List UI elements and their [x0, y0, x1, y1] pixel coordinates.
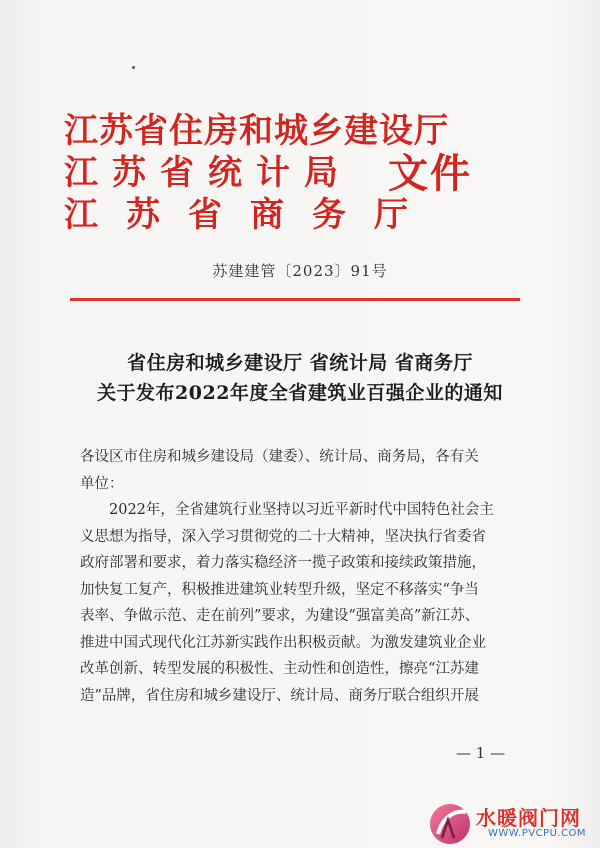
body-line: 政府部署和要求，着力落实稳经济一揽子政策和接续政策措施， [80, 555, 486, 571]
issuer-line-1 [64, 110, 544, 152]
issuer-commerce-department: 江苏省商务厅 [64, 195, 436, 235]
body-line: 加快复工复产，积极推进建筑业转型升级，坚定不移落实“争当 [80, 581, 479, 598]
notice-title [0, 348, 600, 408]
body-line: 推进中国式现代化江苏新实践作出积极贡献。为激发建筑业企业 [80, 634, 486, 651]
title-line-1: 省住房和城乡建设厅 省统计局 省商务厅 [127, 352, 473, 374]
issuer-block [64, 110, 544, 236]
body-line: 表率、争做示范、走在前列”要求，为建设“强富美高”新江苏、 [80, 608, 480, 624]
body-line: 义思想为指导，深入学习贯彻党的二十大精神，坚决执行省委省 [80, 528, 486, 545]
scan-speck [132, 66, 135, 69]
body-line: 2022年，全省建筑行业坚持以习近平新时代中国特色社会主 [109, 502, 494, 518]
issuer-housing-department: 江苏省住房和城乡建设厅 [64, 111, 449, 151]
issuer-line-2 [64, 152, 544, 194]
notice-body [80, 444, 520, 709]
site-watermark [424, 800, 600, 848]
document-number: 苏建建管〔2023〕91号 [212, 262, 388, 280]
salutation-line-2: 单位： [80, 475, 124, 492]
document-type-label: 文件 [388, 150, 472, 197]
salutation-line-1: 各设区市住房和城乡建设局（建委）、统计局、商务局，各有关 [80, 449, 479, 465]
title-line-2: 关于发布2022年度全省建筑业百强企业的通知 [97, 382, 503, 404]
red-separator-line [70, 298, 520, 301]
body-line: 改革创新、转型发展的积极性、主动性和创造性，擦亮“江苏建 [80, 661, 479, 677]
body-line: 造”品牌，省住房和城乡建设厅、统计局、商务厅联合组织开展 [80, 687, 479, 704]
watermark-logo-icon [424, 800, 476, 846]
page-number: — 1 — [456, 744, 506, 762]
watermark-url: WWW.PVCPU.COM [488, 828, 587, 839]
watermark-text: 水暖阀门网 [476, 806, 581, 830]
issuer-statistics-bureau: 江苏省统计局 [64, 153, 352, 193]
issuer-line-3 [64, 194, 544, 236]
